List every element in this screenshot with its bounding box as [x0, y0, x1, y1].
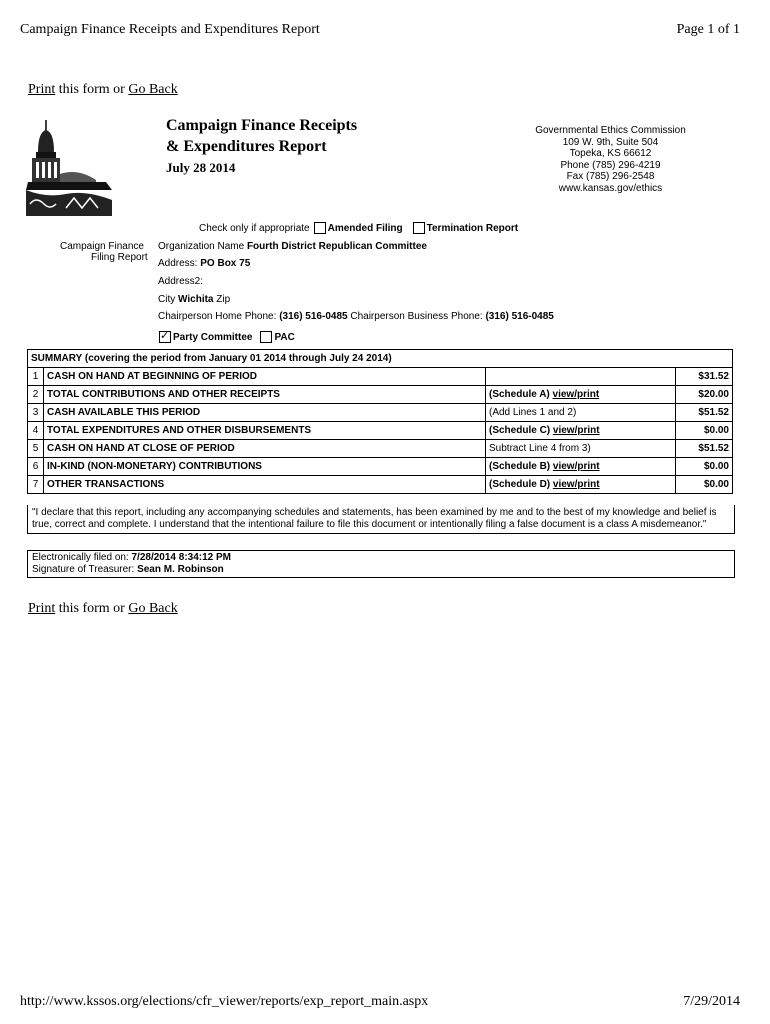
bottom-nav	[28, 601, 178, 617]
summary-row-amount: $0.00	[676, 476, 733, 494]
summary-row	[28, 368, 733, 386]
party-committee-label: Party Committee	[173, 331, 253, 343]
schedule-note: (Schedule A)	[489, 389, 553, 400]
agency-fax: Fax (785) 296-2548	[566, 171, 655, 182]
summary-row-schedule	[486, 458, 676, 476]
phone-line	[158, 311, 554, 322]
summary-row	[28, 440, 733, 458]
address-label: Address:	[158, 258, 198, 269]
declaration-text: "I declare that this report, including any accompanying schedules and statements, has been examined by me and to the best of my knowledge and belief is true, correct and complete. I understand that the intentional failure to file this document or intentionally filing a false document is a class A misdemeanor."	[27, 505, 735, 534]
termination-report-checkbox[interactable]	[413, 222, 425, 234]
report-date: July 28 2014	[166, 160, 236, 175]
business-phone-value: (316) 516-0485	[485, 311, 554, 322]
summary-row-number: 5	[28, 440, 44, 458]
summary-table	[27, 349, 733, 494]
summary-row-schedule	[486, 476, 676, 494]
summary-row-schedule	[486, 368, 676, 386]
summary-row-amount: $51.52	[676, 440, 733, 458]
agency-city: Topeka, KS 66612	[569, 148, 652, 159]
summary-row-number: 1	[28, 368, 44, 386]
schedule-note: Subtract Line 4 from 3)	[489, 443, 591, 454]
print-header-title: Campaign Finance Receipts and Expenditures Report	[20, 22, 320, 37]
print-footer-url: http://www.kssos.org/elections/cfr_viewer/reports/exp_report_main.aspx	[20, 994, 429, 1009]
agency-block	[518, 125, 703, 194]
schedule-note: (Schedule C)	[489, 425, 553, 436]
summary-row-amount: $0.00	[676, 458, 733, 476]
agency-address: 109 W. 9th, Suite 504	[562, 136, 659, 148]
address2-line	[158, 276, 203, 287]
schedule-note: (Schedule B)	[489, 461, 553, 472]
pac-checkbox[interactable]	[260, 331, 272, 343]
signature-block	[27, 550, 735, 578]
summary-header-row	[28, 350, 733, 368]
treasurer-value: Sean M. Robinson	[137, 564, 224, 575]
summary-row-label: OTHER TRANSACTIONS	[44, 476, 486, 494]
summary-row-label: CASH ON HAND AT CLOSE OF PERIOD	[44, 440, 486, 458]
filed-on-value: 7/28/2014 8:34:12 PM	[131, 552, 232, 563]
summary-row-number: 3	[28, 404, 44, 422]
report-title-line1: Campaign Finance Receipts	[166, 117, 358, 134]
committee-type-line	[158, 331, 295, 343]
summary-row	[28, 386, 733, 404]
summary-row-label: CASH AVAILABLE THIS PERIOD	[44, 404, 486, 422]
treasurer-line	[32, 564, 730, 576]
summary-row-label: IN-KIND (NON-MONETARY) CONTRIBUTIONS	[44, 458, 486, 476]
home-phone-label: Chairperson Home Phone:	[158, 311, 277, 322]
agency-phone: Phone (785) 296-4219	[560, 159, 661, 171]
summary-row-schedule	[486, 440, 676, 458]
summary-row	[28, 404, 733, 422]
summary-row-number: 4	[28, 422, 44, 440]
summary-row	[28, 476, 733, 494]
pac-label: PAC	[274, 331, 295, 343]
amended-filing-label: Amended Filing	[327, 222, 403, 234]
summary-row	[28, 422, 733, 440]
view-print-link[interactable]: view/print	[552, 479, 600, 490]
filing-type-row	[199, 222, 518, 234]
report-title-block	[166, 115, 357, 178]
summary-row-schedule	[486, 422, 676, 440]
kansas-capitol-logo	[26, 118, 112, 216]
summary-row-number: 7	[28, 476, 44, 494]
print-link-bottom[interactable]: Print	[28, 601, 56, 616]
print-header-page-count: Page 1 of 1	[676, 22, 740, 37]
summary-row-amount: $20.00	[676, 386, 733, 404]
report-title-line2: & Expenditures Report	[166, 138, 327, 155]
summary-row-number: 6	[28, 458, 44, 476]
filed-on-line	[32, 552, 730, 564]
summary-row	[28, 458, 733, 476]
party-committee-checkbox[interactable]	[159, 331, 171, 343]
filing-report-label-2: Filing Report	[91, 252, 148, 263]
go-back-link[interactable]: Go Back	[128, 82, 178, 97]
city-value: Wichita	[178, 294, 214, 305]
filed-on-label: Electronically filed on:	[32, 552, 129, 563]
org-name-value: Fourth District Republican Committee	[246, 241, 427, 252]
address2-label: Address2:	[158, 276, 204, 287]
org-name-label: Organization Name	[158, 241, 245, 252]
go-back-link-bottom[interactable]: Go Back	[128, 601, 178, 616]
view-print-link[interactable]: view/print	[552, 389, 600, 400]
summary-row-schedule	[486, 404, 676, 422]
business-phone-label: Chairperson Business Phone:	[350, 311, 483, 322]
top-nav	[28, 82, 178, 98]
nav-separator-text-bottom: this form or	[55, 601, 129, 616]
schedule-note: (Schedule D)	[489, 479, 553, 490]
schedule-note: (Add Lines 1 and 2)	[489, 407, 577, 418]
summary-row-amount: $0.00	[676, 422, 733, 440]
summary-row-schedule	[486, 386, 676, 404]
organization-line	[158, 241, 427, 252]
termination-report-label: Termination Report	[426, 222, 519, 234]
print-link[interactable]: Print	[28, 82, 56, 97]
check-prompt: Check only if appropriate	[199, 222, 310, 234]
view-print-link[interactable]: view/print	[552, 425, 600, 436]
view-print-link[interactable]: view/print	[552, 461, 600, 472]
summary-row-amount: $51.52	[676, 404, 733, 422]
address-line	[158, 258, 250, 269]
summary-row-label: TOTAL CONTRIBUTIONS AND OTHER RECEIPTS	[44, 386, 486, 404]
home-phone-value: (316) 516-0485	[279, 311, 348, 322]
nav-separator-text: this form or	[55, 82, 129, 97]
zip-label: Zip	[216, 294, 231, 305]
agency-name: Governmental Ethics Commission	[535, 125, 686, 136]
summary-header: SUMMARY (covering the period from January 01 2014 through July 24 2014)	[28, 350, 733, 368]
print-footer-date: 7/29/2014	[683, 994, 740, 1009]
summary-row-number: 2	[28, 386, 44, 404]
summary-row-label: TOTAL EXPENDITURES AND OTHER DISBURSEMENTS	[44, 422, 486, 440]
treasurer-label: Signature of Treasurer:	[32, 564, 135, 575]
summary-row-amount: $31.52	[676, 368, 733, 386]
amended-filing-checkbox[interactable]	[314, 222, 326, 234]
agency-web: www.kansas.gov/ethics	[558, 182, 663, 194]
address-value: PO Box 75	[200, 258, 251, 269]
city-label: City	[158, 294, 176, 305]
summary-row-label: CASH ON HAND AT BEGINNING OF PERIOD	[44, 368, 486, 386]
filing-report-label-1: Campaign Finance	[60, 241, 144, 252]
city-line	[158, 294, 230, 305]
